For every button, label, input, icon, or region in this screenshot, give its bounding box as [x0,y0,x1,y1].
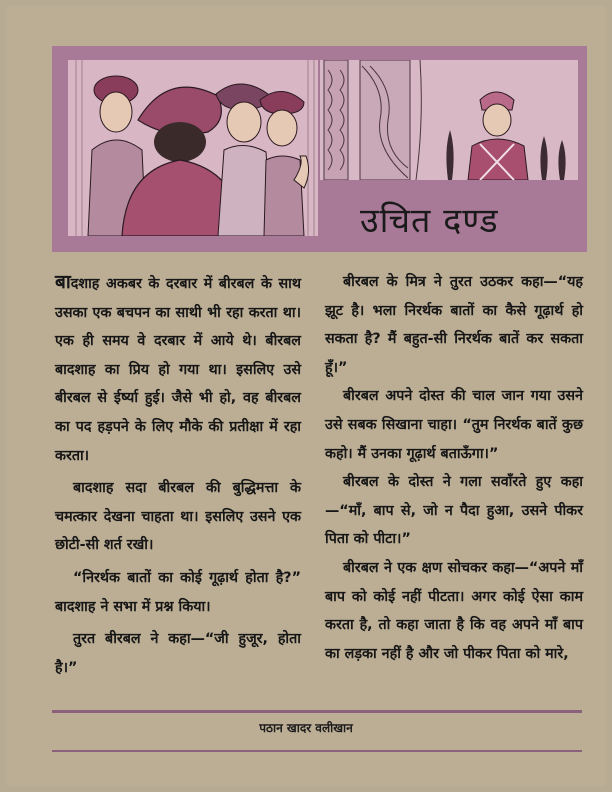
paragraph-text: दशाह अकबर के दरबार में बीरबल के साथ उसका एक बचपन का साथी भी रहा करता था। एक ही समय वे दरबार में आये थे। बीरबल बादशाह का प्रिय हो गया था। इसलिए उसे बीरबल से ईर्ष्या हुई। जैसे भी हो, वह बीरबल का पद हड़पने के लिए मौके की प्रतीक्षा में रहा करता। [55,276,301,464]
footer-credit: पठान खादर वलीखान [259,721,353,735]
paragraph: बीरबल के दोस्त ने गला सवाँरते हुए कहा—“माँ, बाप से, जो न पैदा हुआ, उसने पीकर पिता को पीटा।” [325,474,583,548]
left-column [55,268,301,682]
paragraph: “निरर्थक बातों का कोई गूढ़ार्थ होता है?” बादशाह ने सभा में प्रश्न किया। [55,569,301,615]
illustration-emperor [320,60,578,180]
paragraph: बीरबल ने एक क्षण सोचकर कहा—“अपने माँ बाप को कोई नहीं पीटता। अगर कोई ऐसा काम करता है, तो कहा जाता है कि वह अपने माँ बाप का लड़का नहीं है और जो पीकर पिता को मारे, [325,559,583,662]
footer-rule-top [52,710,582,713]
paragraph: बीरबल के मित्र ने तुरत उठकर कहा—“यह झूट है। भला निरर्थक बातों का कैसे गूढ़ार्थ हो सकता है? मैं बहुत-सी निरर्थक बातें कर सकता हूँ।” [325,274,583,376]
story-title: उचित दण्ड [360,201,499,241]
courtiers-drawing [68,60,318,236]
right-column [325,268,583,668]
drop-cap: बा [55,271,71,293]
footer-rule-bottom [52,750,582,752]
paragraph: तुरत बीरबल ने कहा—“जी हुजूर, होता है।” [55,631,301,676]
illustration-courtiers [68,60,318,236]
emperor-drawing [320,60,578,180]
paragraph [55,268,301,470]
paragraph: बादशाह सदा बीरबल की बुद्धिमत्ता के चमत्कार देखना चाहता था। इसलिए उसने एक छोटी-सी शर्त रखी। [55,480,301,554]
paragraph: बीरबल अपने दोस्त की चाल जान गया उसने उसे सबक सिखाना चाहा। “तुम निरर्थक बातें कुछ कहो। मैं उनका गूढ़ार्थ बताऊँगा।” [325,388,583,462]
